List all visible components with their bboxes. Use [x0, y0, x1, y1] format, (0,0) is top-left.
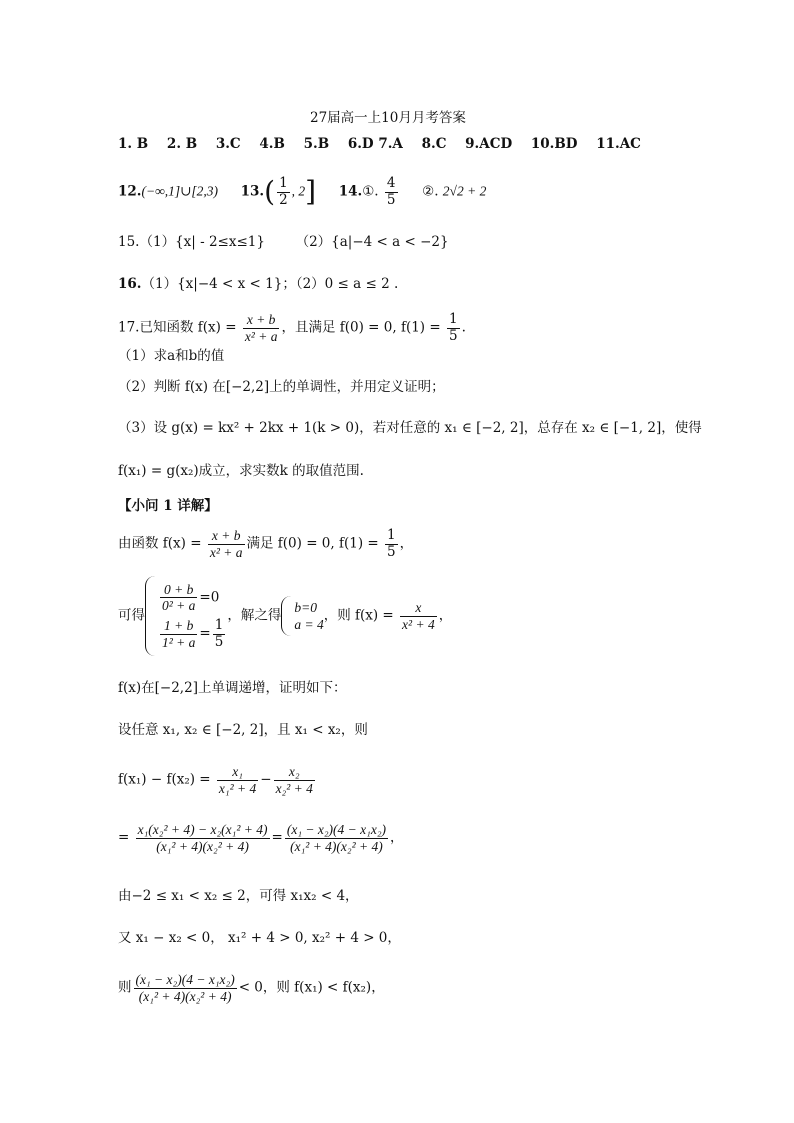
q12-label: 12. [118, 183, 142, 200]
q14-den: 5 [386, 191, 396, 208]
sol-l1-den: x² + a [209, 544, 243, 560]
sol-l6-end: ， [390, 829, 404, 846]
sol-l1-num: x + b [208, 528, 245, 545]
sol-l2-pre: 可得 [118, 607, 145, 624]
answer-16 [118, 278, 398, 292]
q17-part3b: f(x₁) = g(x₂)成立，求实数k 的取值范围. [118, 463, 364, 479]
q17-stem-fnum: 1 [448, 311, 458, 327]
q17-stem [118, 312, 466, 344]
q17-stem-den: x² + a [244, 328, 278, 344]
solution-line-4: 设任意 x₁, x₂ ∈ [−2, 2]，且 x₁ < x₂，则 [118, 722, 368, 738]
q17-part3: （3）设 g(x) = kx² + 2kx + 1(k > 0)，若对任意的 x₁ ∈ [−2, 2]，总存在 x₂ ∈ [−1, 2]，使得 [118, 420, 702, 436]
solution-line-7: 由−2 ≤ x₁ < x₂ ≤ 2，可得 x₁x₂ < 4， [118, 888, 359, 904]
sol-l2-fnum: x [400, 600, 437, 617]
sol-l2-e2-num: 1 + b [160, 618, 197, 635]
sol-l2-e2-den: 1² + a [162, 634, 196, 650]
sol-l2-e1-num: 0 + b [160, 582, 197, 599]
q14-part2: ②. [422, 183, 439, 200]
page-title: 27届高一上10月月考答案 [310, 110, 466, 126]
sol-l9-den: (x₁² + 4)(x₂² + 4) [138, 988, 232, 1004]
q16-part1: （1）{x|−4 < x < 1} [141, 276, 283, 292]
solution-line-5 [118, 764, 317, 796]
sol-l5-pre: f(x₁) − f(x₂) = [118, 771, 211, 788]
answer-10: 10.BD [530, 136, 578, 152]
q17-part1: （1）求a和b的值 [118, 348, 225, 364]
q14-part1: ①. [362, 183, 379, 200]
solution-line-6 [118, 822, 404, 854]
q16-label: 16. [118, 276, 142, 292]
q12-answer: (−∞,1]∪[2,3) [141, 183, 219, 199]
sol-l9-post: < 0，则 f(x₁) < f(x₂)， [238, 979, 385, 996]
q17-stem-end: . [461, 319, 466, 336]
sol-l2-e2-rhs-num: 1 [214, 617, 224, 633]
q13-right-bracket: ] [305, 175, 317, 209]
sol-l5-minus: − [260, 771, 272, 788]
answer-1: 1. B [118, 136, 149, 152]
answer-15 [118, 236, 449, 250]
sol-l2-mid: ，解之得 [227, 607, 282, 624]
solution-line-2: 可得 $\frac{0 + b}{\text{0² + a}}$ =0 $\frac{1 + b}{\text{1² + a}}$ = $\frac{1}{5}$ ，解之得 b=0 a = 4 ，则 f(x) = $\frac{x}{\text{x² + 4}}$ ， [118, 576, 452, 656]
sol-l2-end: ， [438, 607, 453, 624]
answer-4: 4.B [259, 136, 285, 152]
q17-stem-pre: 17.已知函数 f(x) = [118, 319, 237, 336]
sol-l5-b-den: x₂² + 4 [275, 780, 313, 796]
sol-l5-a-den: x₁² + 4 [218, 780, 257, 796]
sol-l2-s1: b=0 [294, 599, 317, 615]
answer-5: 5.B [303, 136, 330, 152]
q13-rest: , 2 [291, 183, 306, 199]
answer-2: 2. B [166, 136, 198, 152]
q13-label: 13. [240, 183, 265, 200]
q17-stem-num: x + b [243, 312, 280, 329]
answer-3: 3.C [215, 136, 241, 152]
sol-l2-post: ，则 f(x) = [323, 607, 394, 624]
sol-l1-end: ， [399, 535, 414, 552]
answer-8: 8.C [421, 136, 447, 152]
sol-l6-b-den: (x₁² + 4)(x₂² + 4) [290, 838, 383, 854]
q15-part1: （1）{x| - 2≤x≤1} [139, 234, 265, 250]
q13-left-bracket: ( [264, 175, 276, 209]
q15-label: 15. [118, 234, 140, 250]
answers-row [118, 138, 655, 152]
sol-l6-b-num: (x₁ − x₂)(4 − x₁x₂) [286, 822, 387, 837]
sol-l9-pre: 则 [118, 979, 132, 996]
q16-sep: ； [282, 276, 296, 292]
sol-l1-pre: 由函数 f(x) = [118, 535, 202, 552]
sol-l2-s2: a = 4 [294, 617, 324, 632]
sol-l2-e2-rhs-den: 5 [214, 633, 224, 650]
solution-line-1 [118, 528, 413, 560]
q13-num: 1 [279, 175, 288, 191]
q17-stem-post: ，且满足 f(0) = 0, f(1) = [281, 319, 441, 336]
sol-l1-fnum: 1 [387, 527, 396, 543]
sol-l1-fden: 5 [387, 543, 396, 560]
q14-num: 4 [386, 175, 396, 191]
q17-part2: （2）判断 f(x) 在[−2,2]上的单调性，并用定义证明； [118, 379, 445, 395]
sol-l9-num: (x₁ − x₂)(4 − x₁x₂) [135, 972, 235, 987]
solution-line-3: f(x)在[−2,2]上单调递增，证明如下： [118, 680, 347, 696]
solution-line-9 [118, 972, 385, 1004]
sol-l6-eq2: = [271, 829, 283, 846]
sol-l6-a-num: x₁(x₂² + 4) − x₂(x₁² + 4) [137, 822, 268, 837]
sol-l2-e1-rhs: =0 [199, 589, 220, 606]
solution-brace [281, 596, 292, 636]
sol-l2-e1-den: 0² + a [162, 598, 196, 614]
sol-l1-mid: 满足 f(0) = 0, f(1) = [246, 535, 379, 552]
sol-l5-b-num: x₂ [274, 764, 315, 781]
solution-line-8: 又 x₁ − x₂ < 0， x₁² + 4 > 0, x₂² + 4 > 0， [118, 930, 401, 946]
answer-6-7: 6.D 7.A [347, 136, 403, 152]
sol-l6-a-den: (x₁² + 4)(x₂² + 4) [156, 838, 249, 854]
q16-part2: （2）0 ≤ a ≤ 2 . [295, 276, 399, 292]
sol-l2-fden: x² + 4 [402, 616, 435, 632]
answer-9: 9.ACD [465, 136, 513, 152]
answers-12-14 [118, 176, 486, 208]
system-brace [145, 576, 156, 656]
q13-den: 2 [279, 191, 288, 208]
answer-11: 11.AC [596, 136, 641, 152]
q15-part2: （2）{a|−4 < a < −2} [295, 234, 449, 250]
q17-stem-fden: 5 [448, 327, 458, 344]
sol-l6-eq: = [118, 829, 130, 846]
sol-l5-a-num: x₁ [217, 764, 258, 781]
solution-header: 【小问 1 详解】 [118, 498, 218, 514]
q14-label: 14. [338, 183, 363, 200]
q14-answer2: 2√2 + 2 [442, 183, 487, 199]
